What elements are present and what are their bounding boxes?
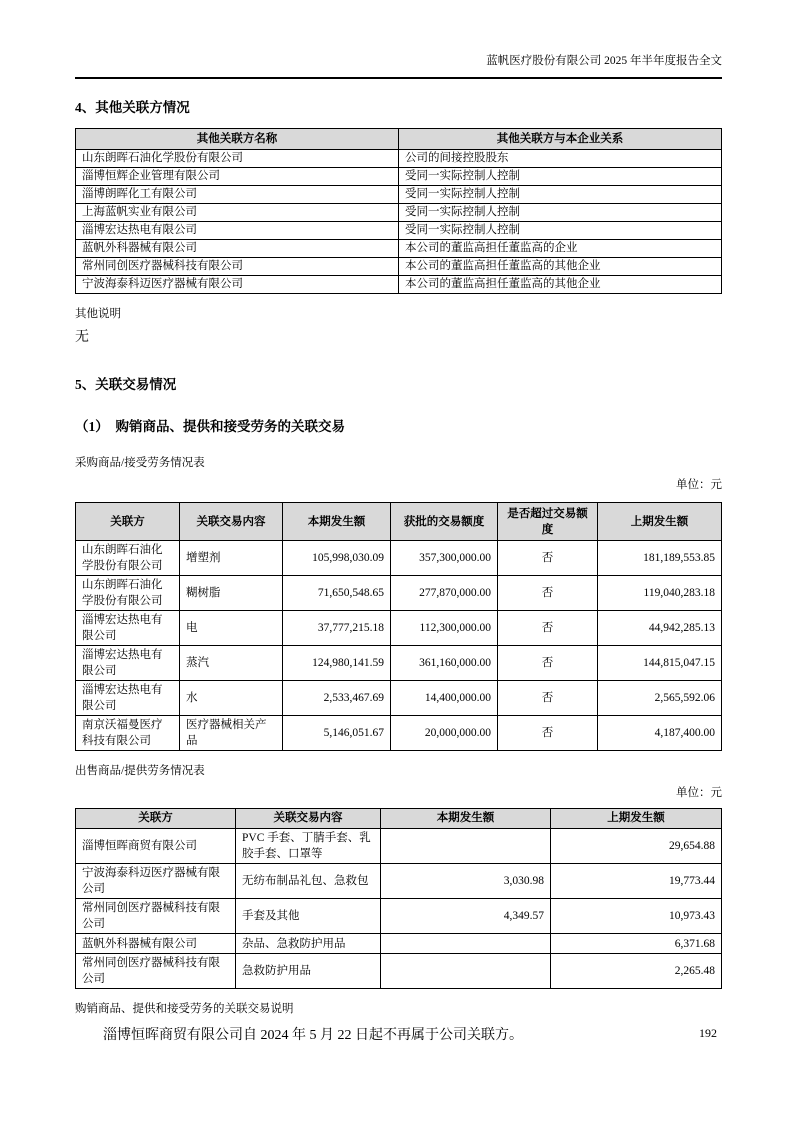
approved-quota-cell: 14,400,000.00 [391,681,498,716]
relation-cell: 受同一实际控制人控制 [399,204,722,222]
prior-amount-cell: 144,815,047.15 [598,646,722,681]
column-header: 其他关联方与本企业关系 [399,129,722,150]
party-name-cell: 淄博宏达热电有限公司 [76,646,180,681]
table-row [76,611,722,646]
prior-amount-cell: 2,265.48 [551,954,722,989]
party-name-cell: 常州同创医疗器械科技有限公司 [76,954,236,989]
transaction-content-cell: 糊树脂 [180,576,283,611]
approved-quota-cell: 277,870,000.00 [391,576,498,611]
current-amount-cell [381,954,551,989]
table-header-row [76,809,722,829]
prior-amount-cell: 181,189,553.85 [598,541,722,576]
current-amount-cell [381,934,551,954]
prior-amount-cell: 2,565,592.06 [598,681,722,716]
column-header: 获批的交易额度 [391,503,498,541]
current-amount-cell: 5,146,051.67 [283,716,391,751]
party-name-cell: 山东朗晖石油化学股份有限公司 [76,576,180,611]
purchase-table-label: 采购商品/接受劳务情况表 [75,457,205,469]
exceed-flag-cell: 否 [498,681,598,716]
column-header: 其他关联方名称 [76,129,399,150]
purchase-goods-table [75,502,722,751]
transaction-content-cell: 无纺布制品礼包、急救包 [236,864,381,899]
party-name-cell: 淄博恒辉企业管理有限公司 [76,168,399,186]
column-header: 关联交易内容 [236,809,381,829]
table-header-row [76,503,722,541]
party-name-cell: 常州同创医疗器械科技有限公司 [76,258,399,276]
column-header: 关联交易内容 [180,503,283,541]
current-amount-cell [381,829,551,864]
table-row [76,954,722,989]
party-name-cell: 常州同创医疗器械科技有限公司 [76,899,236,934]
table-row [76,864,722,899]
table-row [76,150,722,168]
prior-amount-cell: 29,654.88 [551,829,722,864]
table-row [76,899,722,934]
page-number: 192 [699,1026,717,1040]
exceed-flag-cell: 否 [498,716,598,751]
current-amount-cell: 3,030.98 [381,864,551,899]
party-name-cell: 淄博恒晖商贸有限公司 [76,829,236,864]
purchase-unit-label: 单位：元 [676,479,722,491]
exceed-flag-cell: 否 [498,541,598,576]
current-amount-cell: 124,980,141.59 [283,646,391,681]
transaction-content-cell: 水 [180,681,283,716]
transaction-content-cell: 杂品、急救防护用品 [236,934,381,954]
prior-amount-cell: 119,040,283.18 [598,576,722,611]
exceed-flag-cell: 否 [498,576,598,611]
transaction-content-cell: 蒸汽 [180,646,283,681]
current-amount-cell: 71,650,548.65 [283,576,391,611]
table-row [76,646,722,681]
party-name-cell: 山东朗晖石油化学股份有限公司 [76,541,180,576]
relation-cell: 本公司的董监高担任董监高的其他企业 [399,276,722,294]
table-row [76,168,722,186]
exceed-flag-cell: 否 [498,611,598,646]
prior-amount-cell: 19,773.44 [551,864,722,899]
column-header: 上期发生额 [598,503,722,541]
party-name-cell: 淄博宏达热电有限公司 [76,222,399,240]
table-row [76,258,722,276]
transaction-content-cell: 增塑剂 [180,541,283,576]
subsection1-title: （1） 购销商品、提供和接受劳务的关联交易 [75,419,345,434]
current-amount-cell: 37,777,215.18 [283,611,391,646]
table-row [76,681,722,716]
column-header: 本期发生额 [381,809,551,829]
party-name-cell: 蓝帆外科器械有限公司 [76,934,236,954]
table-row [76,186,722,204]
table-row [76,222,722,240]
current-amount-cell: 2,533,467.69 [283,681,391,716]
section5-title: 5、关联交易情况 [75,377,177,392]
document-header [75,54,722,79]
party-name-cell: 南京沃福曼医疗科技有限公司 [76,716,180,751]
party-name-cell: 宁波海泰科迈医疗器械有限公司 [76,276,399,294]
section4-title: 4、其他关联方情况 [75,100,190,115]
transaction-content-cell: PVC 手套、丁腈手套、乳胶手套、口罩等 [236,829,381,864]
column-header: 本期发生额 [283,503,391,541]
prior-amount-cell: 6,371.68 [551,934,722,954]
column-header: 上期发生额 [551,809,722,829]
table-row [76,576,722,611]
table-row [76,829,722,864]
column-header: 关联方 [76,809,236,829]
sales-table-label: 出售商品/提供劳务情况表 [75,765,205,777]
prior-amount-cell: 44,942,285.13 [598,611,722,646]
current-amount-cell: 105,998,030.09 [283,541,391,576]
party-name-cell: 上海蓝帆实业有限公司 [76,204,399,222]
column-header: 是否超过交易额度 [498,503,598,541]
relation-cell: 公司的间接控股股东 [399,150,722,168]
table-header-row [76,129,722,150]
transaction-note-text: 淄博恒晖商贸有限公司自 2024 年 5 月 22 日起不再属于公司关联方。 [103,1028,523,1043]
party-name-cell: 山东朗晖石油化学股份有限公司 [76,150,399,168]
exceed-flag-cell: 否 [498,646,598,681]
approved-quota-cell: 112,300,000.00 [391,611,498,646]
approved-quota-cell: 357,300,000.00 [391,541,498,576]
prior-amount-cell: 10,973.43 [551,899,722,934]
party-name-cell: 淄博朗晖化工有限公司 [76,186,399,204]
table-row [76,934,722,954]
sales-goods-table [75,808,722,989]
table-row [76,204,722,222]
party-name-cell: 淄博宏达热电有限公司 [76,681,180,716]
relation-cell: 受同一实际控制人控制 [399,168,722,186]
party-name-cell: 淄博宏达热电有限公司 [76,611,180,646]
transaction-content-cell: 医疗器械相关产品 [180,716,283,751]
transaction-content-cell: 急救防护用品 [236,954,381,989]
other-related-party-table [75,128,722,294]
table-row [76,541,722,576]
transaction-content-cell: 手套及其他 [236,899,381,934]
approved-quota-cell: 20,000,000.00 [391,716,498,751]
table-row [76,276,722,294]
party-name-cell: 宁波海泰科迈医疗器械有限公司 [76,864,236,899]
approved-quota-cell: 361,160,000.00 [391,646,498,681]
relation-cell: 本公司的董监高担任董监高的其他企业 [399,258,722,276]
relation-cell: 本公司的董监高担任董监高的企业 [399,240,722,258]
document-header-title: 蓝帆医疗股份有限公司 2025 年半年度报告全文 [486,55,722,67]
transaction-content-cell: 电 [180,611,283,646]
sales-unit-label: 单位：元 [676,787,722,799]
current-amount-cell: 4,349.57 [381,899,551,934]
other-note-value: 无 [75,330,89,345]
party-name-cell: 蓝帆外科器械有限公司 [76,240,399,258]
prior-amount-cell: 4,187,400.00 [598,716,722,751]
relation-cell: 受同一实际控制人控制 [399,186,722,204]
table-row [76,240,722,258]
column-header: 关联方 [76,503,180,541]
other-note-label: 其他说明 [75,308,121,320]
table-row [76,716,722,751]
relation-cell: 受同一实际控制人控制 [399,222,722,240]
transaction-note-label: 购销商品、提供和接受劳务的关联交易说明 [75,1003,294,1015]
